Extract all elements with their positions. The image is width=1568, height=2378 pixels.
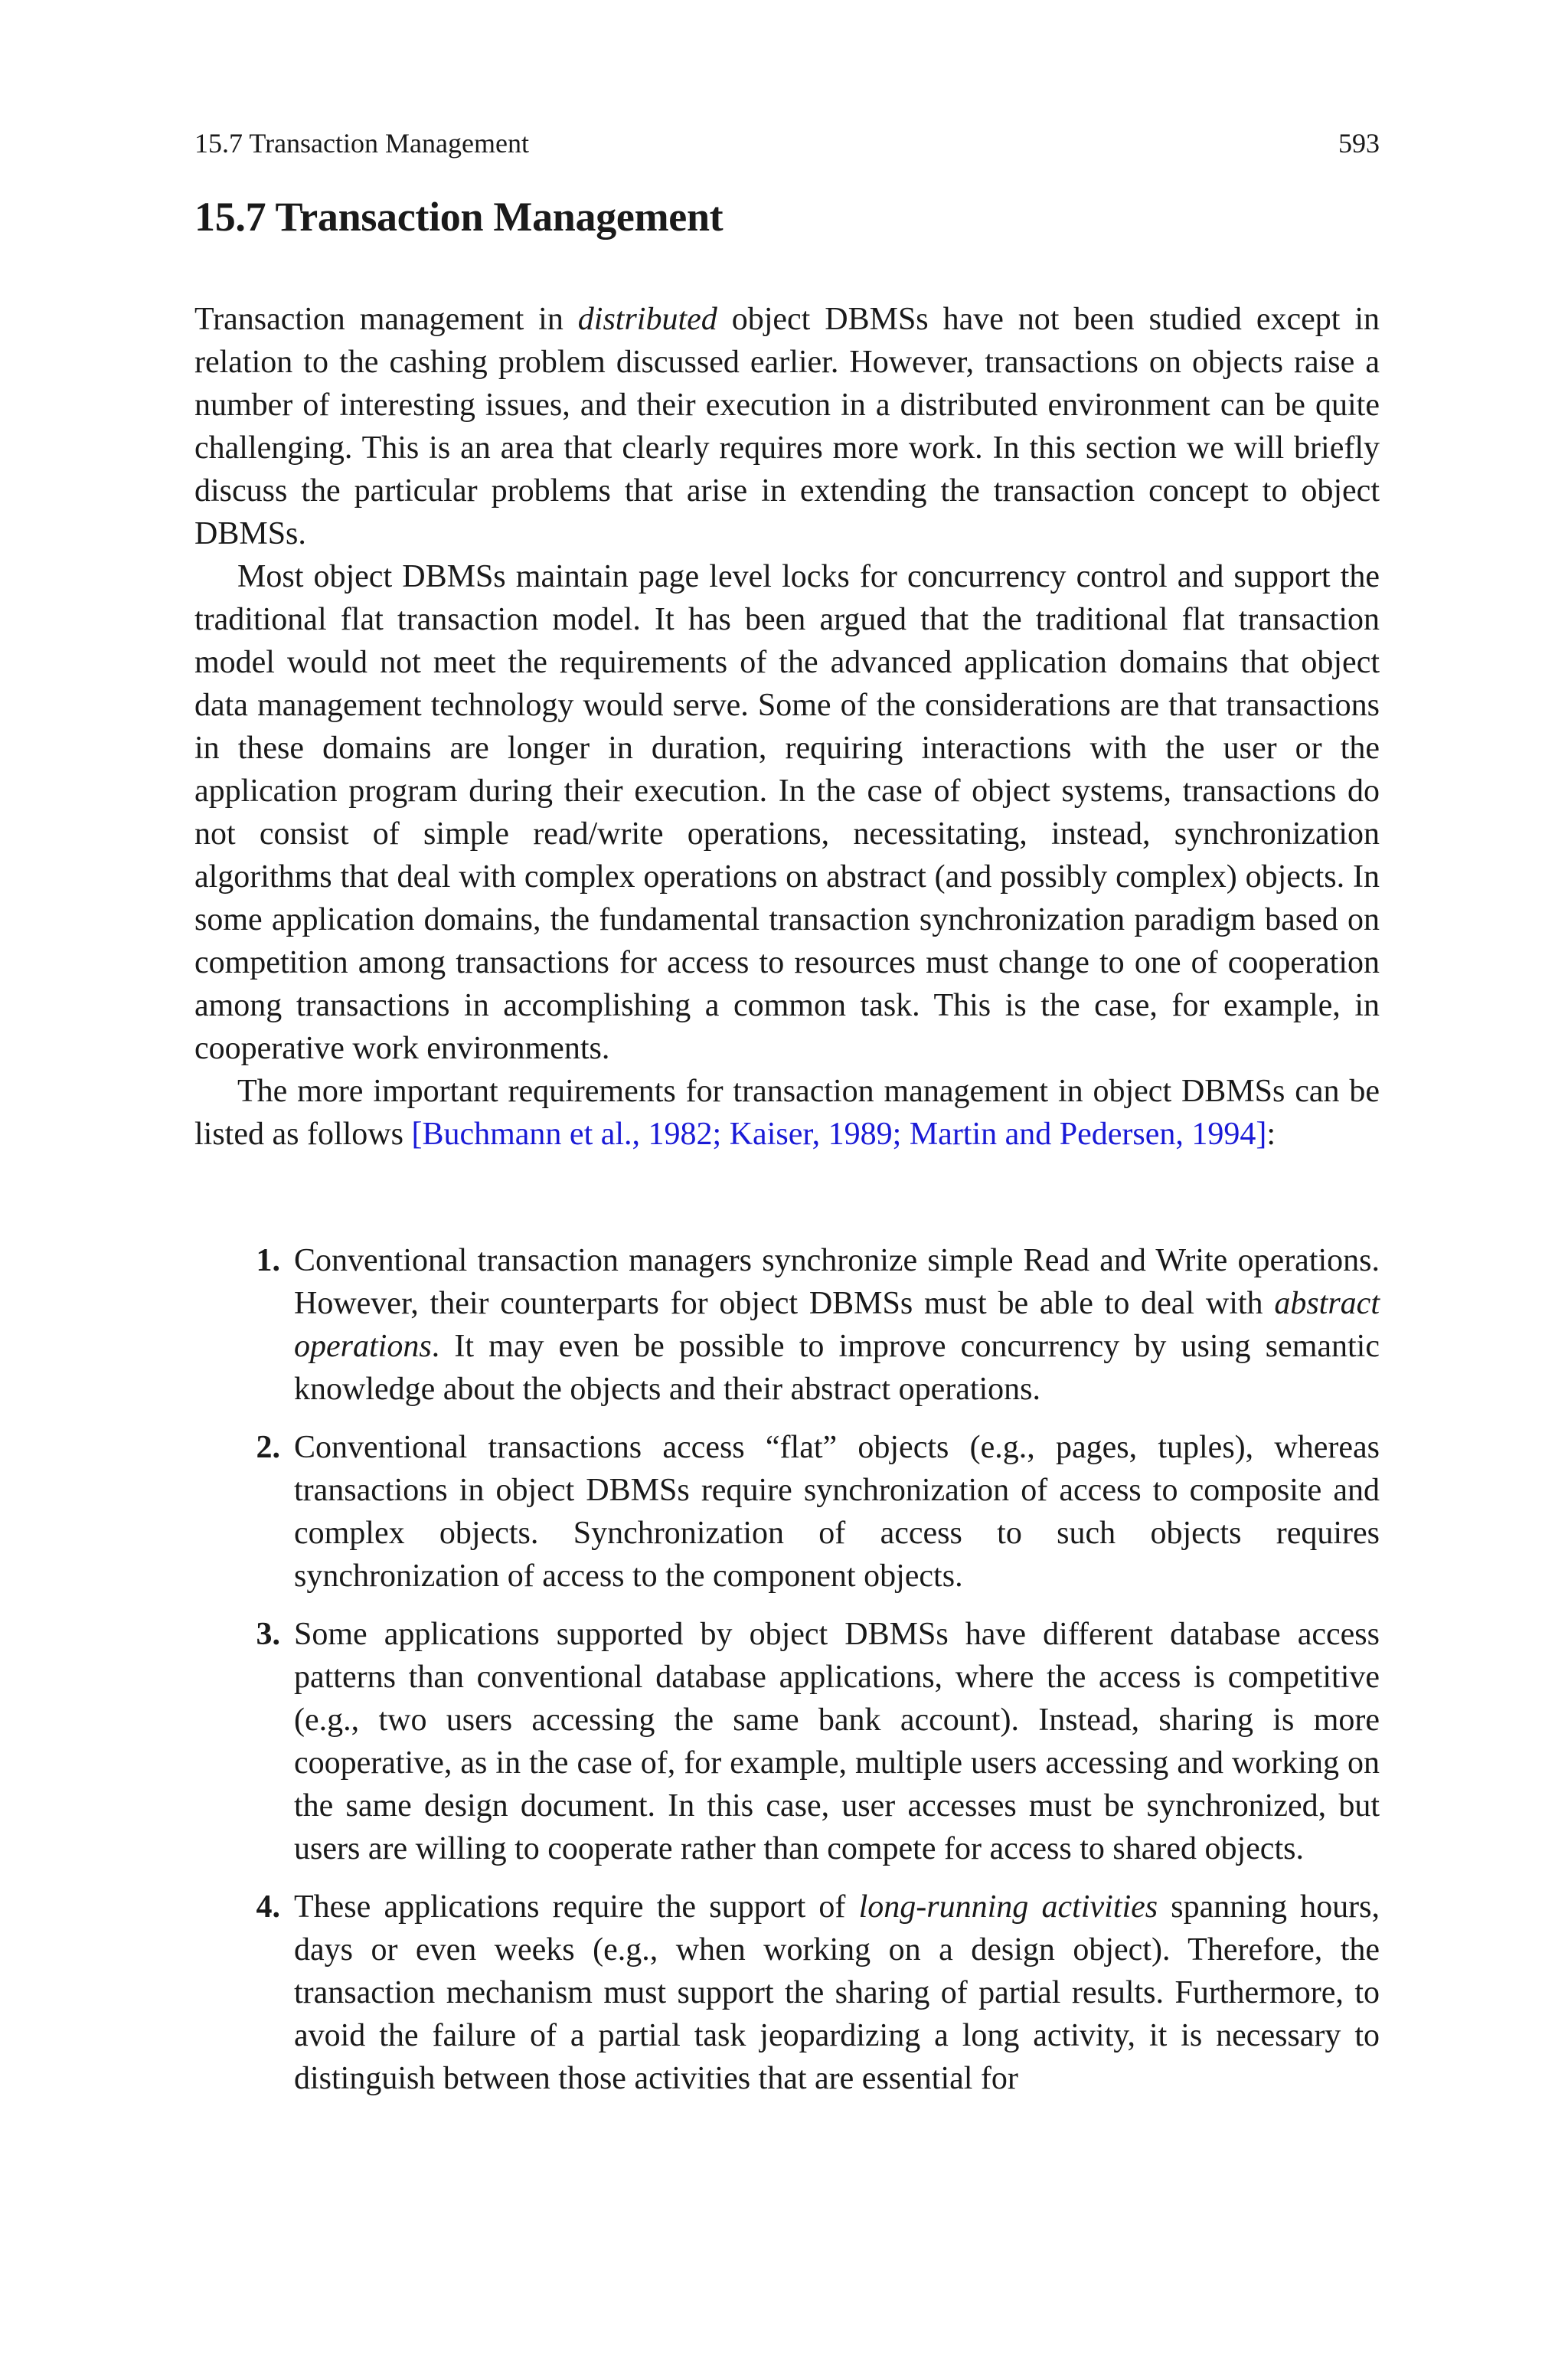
paragraph-1-emphasis: distributed [577,302,717,337]
paragraph-2: Most object DBMSs maintain page level locks for concurrency control and support the traditional flat transaction model. It has been argued that the traditional flat transaction model would not meet the requirements of the advanced application domains that object data management technology would serve. Some of the considerations are that transactions in these domains are longer in duration, requiring interactions with the user or the application program during their execution. In the case of object systems, transactions do not consist of simple read/write operations, necessitating, instead, synchronization algorithms that deal with complex operations on abstract (and possibly complex) objects. In some application domains, the fundamental transaction synchronization paradigm based on competition among transactions for access to resources must change to one of cooperation among transactions in accomplishing a common task. This is the case, for example, in cooperative work environments. [194,559,1380,1066]
list-item-number: 4. [256,1889,280,1925]
list-item-number: 1. [256,1243,280,1278]
list-item-text-a: These applications require the support of [294,1889,859,1925]
list-item-text-a: Some applications supported by object DBMSs have different database access patterns than conventional database applications, where the access is competitive (e.g., two users accessing the same bank account). Instead, sharing is more cooperative, as in the case of, for example, multiple users accessing and working on the same design document. In this case, user accesses must be synchronized, but users are willing to cooperate rather than compete for access to shared objects. [294,1617,1380,1866]
running-header-section: 15.7 Transaction Management [194,128,529,159]
list-item-number: 3. [256,1617,280,1652]
requirements-list [194,1239,1380,2115]
running-header [194,124,1380,162]
list-item-text [294,1886,1380,2100]
list-item-text-a: Conventional transaction managers synchronize simple Read and Write operations. However, their counterparts for object DBMSs must be able to deal with [294,1243,1380,1321]
list-item-emphasis: long-running activities [858,1889,1158,1925]
paragraph-1-text-a: Transaction management in [194,302,578,337]
paragraph-3-text-c: : [1266,1117,1276,1152]
list-item-text [294,1613,1380,1870]
list-item [194,1886,1380,2100]
paragraph-3 [194,1070,1380,1156]
list-item [194,1239,1380,1411]
list-item-text-a: Conventional transactions access “flat” objects (e.g., pages, tuples), whereas transactions in object DBMSs require synchronization of access to composite and complex objects. Synchronization of access to such objects requires synchronization of access to the component objects. [294,1430,1380,1594]
citation-link[interactable]: [Buchmann et al., 1982; Kaiser, 1989; Martin and Pedersen, 1994] [411,1117,1267,1152]
list-item [194,1426,1380,1598]
list-item-emphasis: abstract operations [294,1286,1380,1364]
section-title: 15.7 Transaction Management [194,194,724,240]
list-item-text [294,1426,1380,1598]
list-item-number: 2. [256,1430,280,1465]
paragraph-1 [194,298,1380,555]
body-text [194,298,1380,1156]
list-item-text-c: spanning hours, days or even weeks (e.g., when working on a design object). Therefore, the transaction mechanism must support the sharing of partial results. Furthermore, to avoid the failure of a partial task jeopardizing a long activity, it is necessary to distinguish between those activities that are essential for [294,1889,1380,2096]
paragraph-1-text-c: object DBMSs have not been studied except in relation to the cashing problem discussed earlier. However, transactions on objects raise a number of interesting issues, and their execution in a distributed environment can be quite challenging. This is an area that clearly requires more work. In this section we will briefly discuss the particular problems that arise in extending the transaction concept to object DBMSs. [194,302,1380,551]
paragraph-3-text-a: The more important requirements for transaction management in object DBMSs can be listed as follows [194,1074,1380,1152]
list-item [194,1613,1380,1870]
list-item-text [294,1239,1380,1411]
list-item-text-c: . It may even be possible to improve concurrency by using semantic knowledge about the objects and their abstract operations. [294,1329,1380,1407]
page-number: 593 [1338,128,1380,159]
